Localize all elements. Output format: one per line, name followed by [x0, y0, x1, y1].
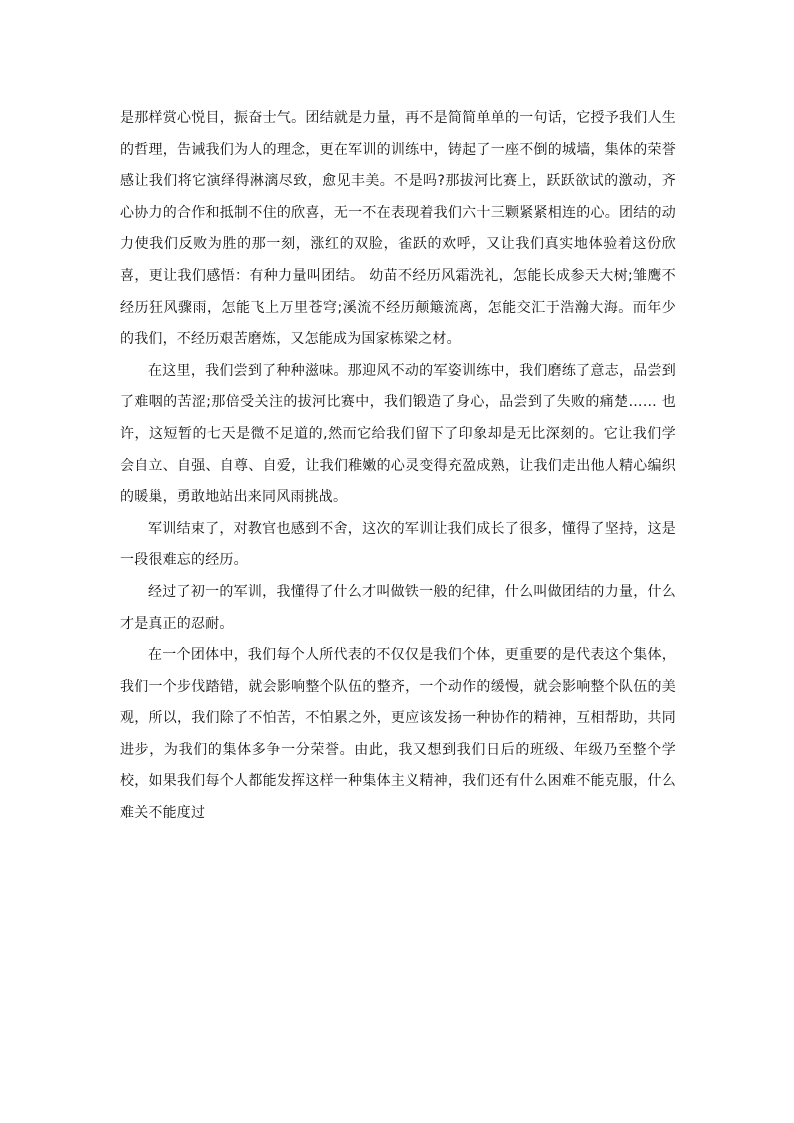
paragraph-1: 是那样赏心悦目，振奋士气。团结就是力量，再不是简简单单的一句话，它授予我们人生的哲理，告诫我们为人的理念，更在军训的训练中，铸起了一座不倒的城墙，集体的荣誉感让我们将它演绎得淋漓尽致，愈见丰美。不是吗?那拔河比赛上，跃跃欲试的激动，齐心协力的合作和抵制不住的欣喜，无一不在表现着我们六十三颗紧紧相连的心。团结的动力使我们反败为胜的那一刻，涨红的双脸，雀跃的欢呼，又让我们真实地体验着这份欣喜，更让我们感悟：有种力量叫团结。 幼苗不经历风霜洗礼，怎能长成参天大树;雏鹰不经历狂风骤雨，怎能飞上万里苍穹;溪流不经历颠簸流离，怎能交汇于浩瀚大海。而年少的我们，不经历艰苦磨炼，又怎能成为国家栋梁之材。: [120, 110, 676, 348]
paragraph-5: 在一个团体中，我们每个人所代表的不仅仅是我们个体，更重要的是代表这个集体，我们一个步伐踏错，就会影响整个队伍的整齐，一个动作的缓慢，就会影响整个队伍的美观，所以，我们除了不怕苦，不怕累之外，更应该发扬一种协作的精神，互相帮助，共同进步，为我们的集体多争一分荣誉。由此，我又想到我们日后的班级、年级乃至整个学校，如果我们每个人都能发挥这样一种集体主义精神，我们还有什么困难不能克服，什么难关不能度过: [120, 647, 676, 822]
paragraph-4: 经过了初一的军训，我懂得了什么才叫做铁一般的纪律，什么叫做团结的力量，什么才是真正的忍耐。: [120, 583, 676, 632]
paragraph-3: 军训结束了，对教官也感到不舍，这次的军训让我们成长了很多，懂得了坚持，这是一段很难忘的经历。: [120, 520, 676, 569]
paragraph-2: 在这里，我们尝到了种种滋味。那迎风不动的军姿训练中，我们磨练了意志，品尝到了难咽的苦涩;那倍受关注的拔河比赛中，我们锻造了身心，品尝到了失败的痛楚…… 也许，这短暂的七天是微不足道的,然而它给我们留下了印象却是无比深刻的。它让我们学会自立、自强、自尊、自爱，让我们稚嫩的心灵变得充盈成熟，让我们走出他人精心编织的暖巢，勇敢地站出来同风雨挑战。: [120, 362, 676, 506]
document-page: [120, 103, 676, 830]
